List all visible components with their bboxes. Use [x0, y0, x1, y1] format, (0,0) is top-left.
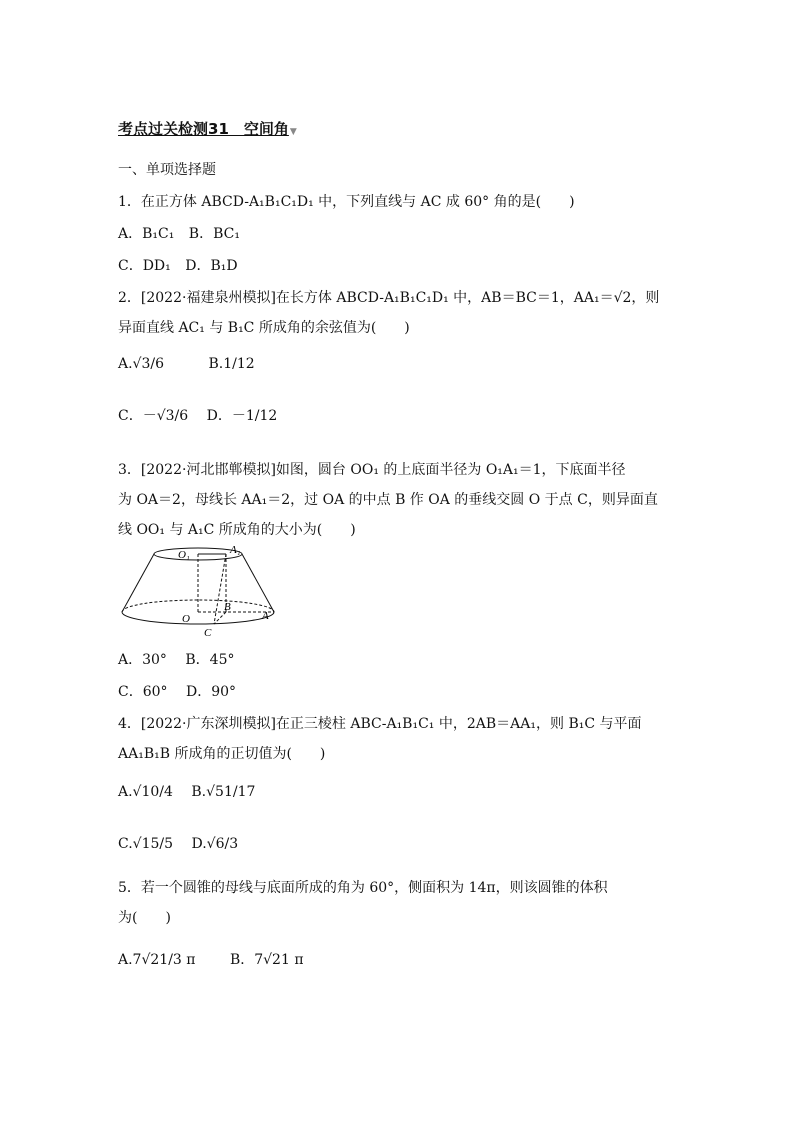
question-5-stem-line-2: 为( ) [118, 910, 171, 926]
label-c: C [204, 627, 212, 639]
label-a1: A₁ [230, 546, 241, 556]
q4-option-b: B.√51/17 [191, 784, 256, 800]
q2-option-c: C．－√3/6 [118, 408, 189, 424]
q1-option-c: C．DD₁ [118, 258, 171, 274]
section-heading: 一、单项选择题 [118, 162, 216, 178]
label-o1: O₁ [178, 549, 190, 561]
question-5-stem-line-1: 5．若一个圆锥的母线与底面所成的角为 60°，侧面积为 14π，则该圆锥的体积 [118, 880, 608, 896]
q2-option-d: D．－1/12 [206, 408, 278, 424]
q1-option-d: D．B₁D [185, 258, 238, 274]
question-4-options-row-2 [118, 834, 238, 854]
question-1-options-row-2 [118, 256, 238, 276]
q1-option-a: A．B₁C₁ [118, 226, 175, 242]
frustum-figure [118, 546, 278, 642]
label-b: B [224, 601, 231, 613]
question-4-options-row-1 [118, 782, 255, 802]
label-a: A [262, 610, 269, 622]
q4-option-c: C.√15/5 [118, 836, 174, 852]
q3-option-b: B．45° [185, 652, 235, 668]
question-4-stem-line-1: 4．[2022·广东深圳模拟]在正三棱柱 ABC-A₁B₁C₁ 中，2AB＝AA₁，则 B₁C 与平面 [118, 716, 642, 732]
question-4-stem-line-2: AA₁B₁B 所成角的正切值为( ) [118, 746, 326, 762]
question-5-options-row-1 [118, 950, 304, 970]
question-2-stem-line-2: 异面直线 AC₁ 与 B₁C 所成角的余弦值为( ) [118, 320, 410, 336]
question-3-stem-line-3: 线 OO₁ 与 A₁C 所成角的大小为( ) [118, 522, 356, 538]
question-3-stem-line-2: 为 OA＝2，母线长 AA₁＝2，过 OA 的中点 B 作 OA 的垂线交圆 O 于点 C，则异面直 [118, 492, 658, 508]
title-text: 考点过关检测31 空间角 [118, 120, 289, 138]
question-2-options-row-2 [118, 406, 277, 426]
label-o: O [182, 613, 190, 625]
q4-option-a: A.√10/4 [118, 784, 173, 800]
question-1-stem: 1．在正方体 ABCD-A₁B₁C₁D₁ 中，下列直线与 AC 成 60° 角的是( ) [118, 194, 575, 210]
q2-option-b: B.1/12 [208, 356, 255, 372]
q5-option-b: B．7√21 π [229, 952, 304, 968]
q5-option-a: A.7√21/3 π [118, 952, 196, 968]
question-3-stem-line-1: 3．[2022·河北邯郸模拟]如图，圆台 OO₁ 的上底面半径为 O₁A₁＝1，下底面半径 [118, 462, 626, 478]
q3-option-a: A．30° [118, 652, 167, 668]
q1-option-b: B．BC₁ [188, 226, 240, 242]
page-title [118, 118, 297, 139]
question-1-options-row-1 [118, 224, 240, 244]
q4-option-d: D.√6/3 [191, 836, 239, 852]
dropdown-triangle-icon: ▼ [289, 127, 297, 137]
question-3-options-row-1 [118, 650, 235, 670]
q3-option-d: D．90° [185, 684, 237, 700]
question-3-options-row-2 [118, 682, 236, 702]
question-2-stem-line-1: 2．[2022·福建泉州模拟]在长方体 ABCD-A₁B₁C₁D₁ 中，AB＝BC＝1，AA₁＝√2，则 [118, 290, 660, 306]
q3-option-c: C．60° [118, 684, 168, 700]
q2-option-a: A.√3/6 [118, 356, 165, 372]
question-2-options-row-1 [118, 354, 255, 374]
